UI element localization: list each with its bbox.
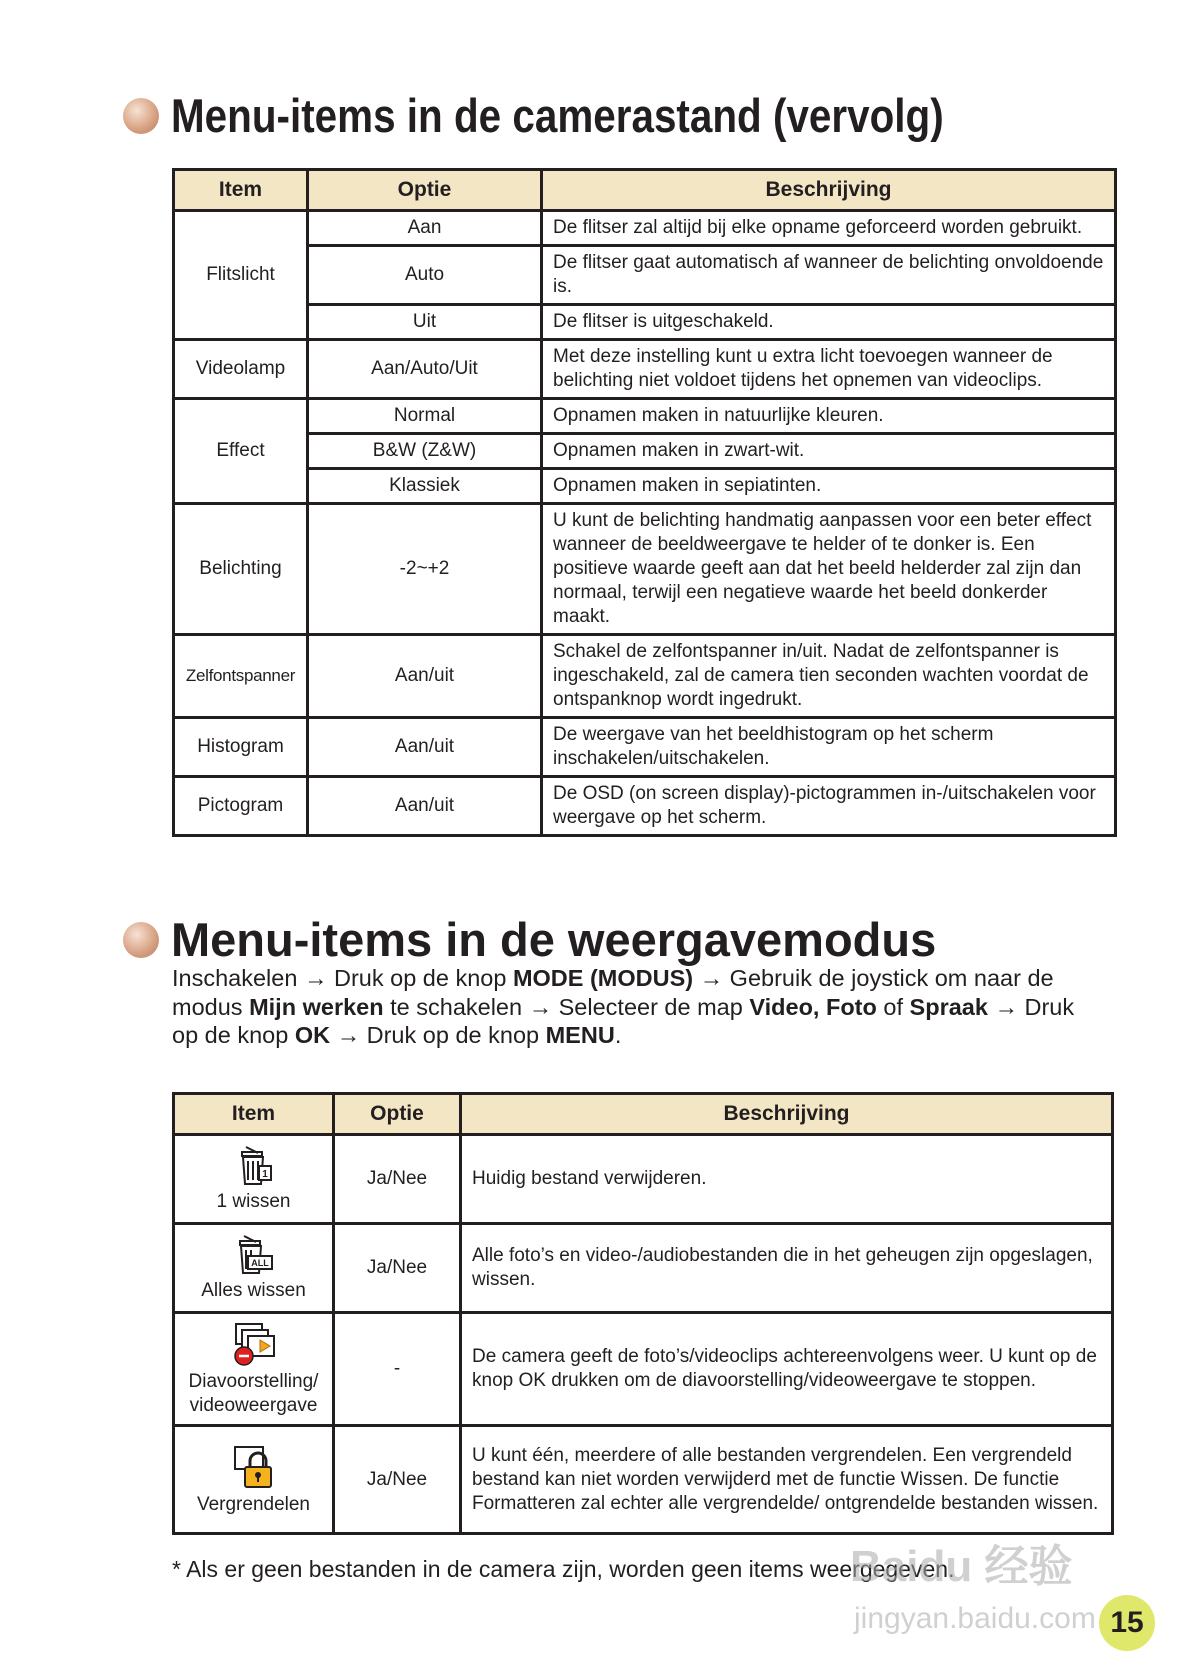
description-cell: Met deze instelling kunt u extra licht toevoegen wanneer de belichting niet voldoet tijdens het opnemen van videoclips. — [542, 340, 1116, 399]
table-row — [174, 777, 1116, 836]
table-row — [174, 635, 1116, 718]
item-cell: Belichting — [174, 504, 308, 635]
item-cell — [174, 1224, 334, 1313]
section2-intro — [172, 964, 1092, 1050]
header-beschrijving: Beschrijving — [542, 170, 1116, 211]
intro-bold: OK — [294, 1022, 331, 1048]
option-cell: -2~+2 — [308, 504, 542, 635]
option-cell: Aan/uit — [308, 777, 542, 836]
description-cell: De flitser zal altijd bij elke opname geforceerd worden gebruikt. — [542, 211, 1116, 246]
table-row — [174, 1135, 1113, 1224]
table-row — [174, 211, 1116, 246]
description-cell: De flitser gaat automatisch af wanneer de belichting onvoldoende is. — [542, 246, 1116, 305]
description-cell: U kunt de belichting handmatig aanpassen voor een beter effect wanneer de beeldweergave te helder of te donker is. Een positieve waarde geeft aan dat het beeld helderder zal zijn dan normaal, terwijl een negatieve waarde het beeld donkerder maakt. — [542, 504, 1116, 635]
item-cell — [174, 1426, 334, 1534]
item-cell: Pictogram — [174, 777, 308, 836]
header-beschrijving: Beschrijving — [461, 1094, 1113, 1135]
table-row — [174, 1426, 1113, 1534]
section2-heading — [123, 912, 936, 967]
slideshow-icon — [230, 1320, 278, 1368]
svg-text:ALL: ALL — [250, 1258, 269, 1268]
header-optie: Optie — [334, 1094, 461, 1135]
item-label: Diavoorstelling/ videoweergave — [188, 1371, 319, 1416]
watermark-logo: Baidu 经验 — [850, 1542, 1073, 1591]
delete-one-icon — [232, 1144, 276, 1188]
table-row — [174, 469, 1116, 504]
description-cell: De OSD (on screen display)-pictogrammen in-/uitschakelen voor weergave op het scherm. — [542, 777, 1116, 836]
option-cell: Ja/Nee — [334, 1426, 461, 1534]
intro-text: → Druk op de knop — [172, 993, 1075, 1048]
item-cell — [174, 1135, 334, 1224]
option-cell: Aan/uit — [308, 718, 542, 777]
table-row — [174, 246, 1116, 305]
option-cell: Klassiek — [308, 469, 542, 504]
table-row — [174, 399, 1116, 434]
option-cell: Aan/Auto/Uit — [308, 340, 542, 399]
table-row — [174, 1224, 1113, 1313]
description-cell: Opnamen maken in zwart-wit. — [542, 434, 1116, 469]
table-header-row — [174, 170, 1116, 211]
description-cell: Opnamen maken in natuurlijke kleuren. — [542, 399, 1116, 434]
option-cell: Aan — [308, 211, 542, 246]
description-cell: De camera geeft de foto’s/videoclips achtereenvolgens weer. U kunt op de knop OK drukken om de diavoorstelling/videoweergave te stoppen. — [461, 1313, 1113, 1426]
table-row — [174, 434, 1116, 469]
page-number: 15 — [1099, 1595, 1155, 1651]
intro-text: . — [614, 1022, 622, 1048]
intro-bold: Video, Foto — [749, 993, 877, 1020]
table-header-row — [174, 1094, 1113, 1135]
svg-text:1: 1 — [261, 1169, 268, 1180]
option-cell: - — [334, 1313, 461, 1426]
header-item: Item — [174, 170, 308, 211]
option-cell: Auto — [308, 246, 542, 305]
intro-bold: MODE (MODUS) — [512, 965, 694, 991]
table-row — [174, 340, 1116, 399]
item-label: Vergrendelen — [196, 1493, 311, 1515]
item-cell: Effect — [174, 399, 308, 504]
header-item: Item — [174, 1094, 334, 1135]
intro-text: te schakelen → Selecteer de map — [383, 993, 750, 1020]
intro-bold: MENU — [545, 1022, 615, 1048]
description-cell: De weergave van het beeldhistogram op het scherm inschakelen/uitschakelen. — [542, 718, 1116, 777]
intro-text: → Druk op de knop — [330, 1022, 546, 1048]
delete-all-icon — [232, 1233, 276, 1277]
description-cell: Huidig bestand verwijderen. — [461, 1135, 1113, 1224]
item-cell: Videolamp — [174, 340, 308, 399]
intro-text: → Gebruik de joystick om naar de modus — [172, 965, 1054, 1020]
item-label: Alles wissen — [201, 1280, 306, 1301]
section1-title: Menu-items in de camerastand (vervolg) — [171, 89, 944, 142]
table-row — [174, 718, 1116, 777]
item-cell: Flitslicht — [174, 211, 308, 340]
option-cell: B&W (Z&W) — [308, 434, 542, 469]
lock-icon — [230, 1443, 278, 1491]
footnote: * Als er geen bestanden in de camera zijn, worden geen items weergegeven. — [172, 1556, 955, 1582]
section2-title: Menu-items in de weergavemodus — [171, 913, 937, 966]
header-optie: Optie — [308, 170, 542, 211]
watermark-url: jingyan.baidu.com — [854, 1602, 1096, 1635]
item-cell: Histogram — [174, 718, 308, 777]
table-row — [174, 1313, 1113, 1426]
description-cell: De flitser is uitgeschakeld. — [542, 305, 1116, 340]
intro-bold: Mijn werken — [249, 993, 384, 1020]
playback-menu-table — [172, 1092, 1114, 1535]
bullet-icon — [123, 98, 159, 134]
description-cell: Alle foto’s en video-/audiobestanden die in het geheugen zijn opgeslagen, wissen. — [461, 1224, 1113, 1313]
description-cell: U kunt één, meerdere of alle bestanden vergrendelen. Een vergrendeld bestand kan niet worden verwijderd met de functie Wissen. De functie Formatteren zal echter alle vergrendelde/ ontgrendelde bestanden wissen. — [461, 1426, 1113, 1534]
item-cell — [174, 1313, 334, 1426]
description-cell: Opnamen maken in sepiatinten. — [542, 469, 1116, 504]
option-cell: Aan/uit — [308, 635, 542, 718]
option-cell: Ja/Nee — [334, 1135, 461, 1224]
intro-text: of — [876, 993, 910, 1020]
intro-bold: Spraak — [909, 993, 988, 1020]
option-cell: Uit — [308, 305, 542, 340]
description-cell: Schakel de zelfontspanner in/uit. Nadat de zelfontspanner is ingeschakeld, zal de camera tien seconden wachten voordat de ontspanknop wordt ingedrukt. — [542, 635, 1116, 718]
section1-heading — [123, 88, 1069, 143]
option-cell: Normal — [308, 399, 542, 434]
table-row — [174, 305, 1116, 340]
intro-text: Inschakelen → Druk op de knop — [172, 965, 513, 991]
table-row — [174, 504, 1116, 635]
option-cell: Ja/Nee — [334, 1224, 461, 1313]
bullet-icon — [123, 922, 159, 958]
item-cell: Zelfontspanner — [174, 635, 308, 718]
item-label: 1 wissen — [216, 1191, 291, 1212]
camera-menu-table — [172, 168, 1117, 837]
